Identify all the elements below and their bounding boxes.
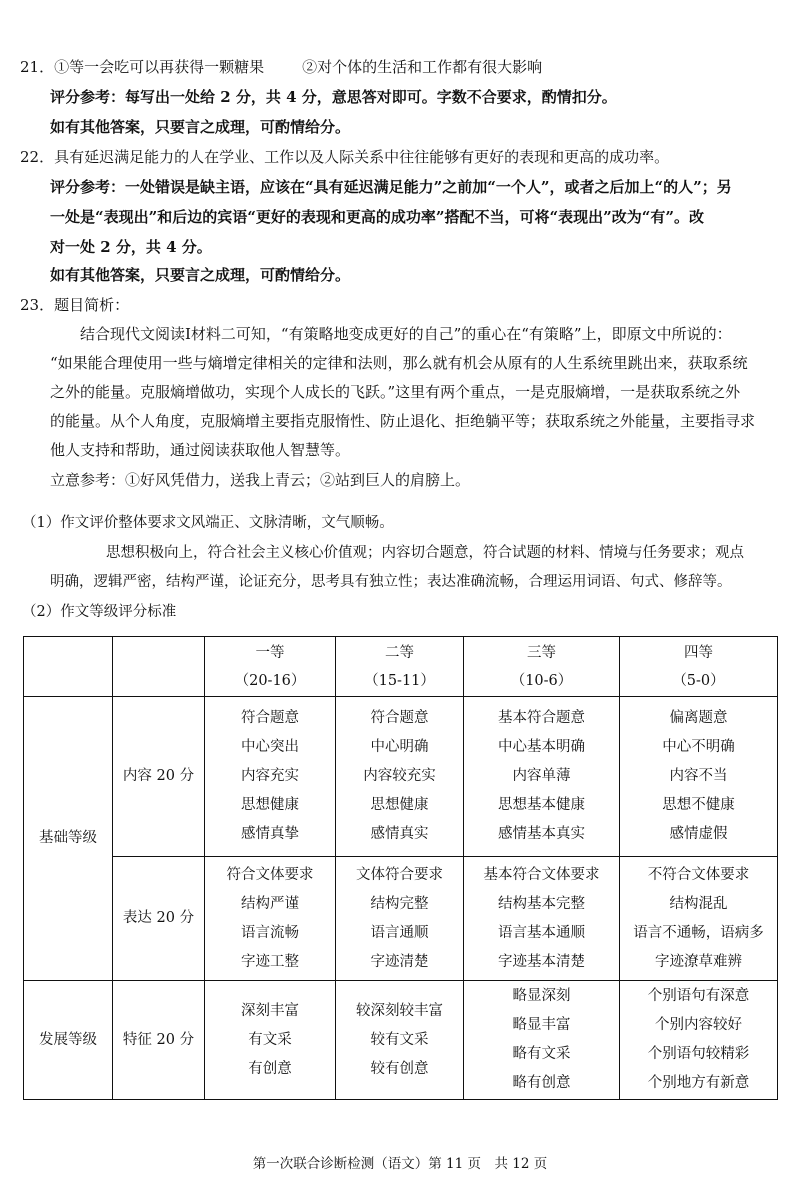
q21-answer-2: ②对个体的生活和工作都有很大影响 (302, 58, 543, 76)
expression-grade-1: 符合文体要求 结构严谨 语言流畅 字迹工整 (205, 857, 336, 981)
q21-answer-line (20, 57, 542, 77)
q21-number: 21． (20, 58, 55, 76)
table-row (24, 697, 778, 857)
q22-other-answers: 如有其他答案，只要言之成理，可酌情给分。 (50, 266, 351, 284)
feature-grade-2: 较深刻较丰富 较有文采 较有创意 (336, 981, 464, 1100)
essay-standard-title: （2）作文等级评分标准 (22, 604, 177, 620)
content-grade-4: 偏离题意 中心不明确 内容不当 思想不健康 感情虚假 (620, 697, 778, 857)
essay-requirement-line-2: 明确，逻辑严密，结构严谨，论证充分，思考具有独立性；表达准确流畅，合理运用词语、句式、修辞等。 (50, 574, 732, 590)
content-grade-1: 符合题意 中心突出 内容充实 思想健康 感情真挚 (205, 697, 336, 857)
feature-grade-4: 个别语句有深意 个别内容较好 个别语句较精彩 个别地方有新意 (620, 981, 778, 1100)
content-grade-3: 基本符合题意 中心基本明确 内容单薄 思想基本健康 感情基本真实 (464, 697, 620, 857)
expression-grade-2: 文体符合要求 结构完整 语言通顺 字迹清楚 (336, 857, 464, 981)
q23-analysis-line-2: “如果能合理使用一些与熵增定律相关的定律和法则，那么就有机会从原有的人生系统里跳出来，获取系统 (50, 354, 748, 372)
q23-analysis-line-1: 结合现代文阅读Ⅰ材料二可知，“有策略地变成更好的自己”的重心在“有策略”上，即原文中所说的： (80, 325, 732, 343)
q22-scoring-ref-line-3: 对一处 2 分，共 4 分。 (50, 238, 212, 256)
essay-grading-table (23, 636, 778, 1100)
q21-scoring-ref: 评分参考：每写出一处给 2 分，共 4 分，意思答对即可。字数不合要求，酌情扣分。 (50, 88, 617, 106)
q22-number: 22． (20, 148, 55, 166)
row-item-expression: 表达 20 分 (113, 857, 205, 981)
q23-analysis-line-4: 的能量。从个人角度，克服熵增主要指克服惰性、防止退化、拒绝躺平等；获取系统之外能量，主要指寻求 (50, 412, 756, 430)
essay-requirement-title: （1）作文评价整体要求文风端正、文脉清晰，文气顺畅。 (22, 515, 394, 531)
row-item-feature: 特征 20 分 (113, 981, 205, 1100)
grade-header-3: 三等 （10-6） (464, 637, 620, 697)
q23-number: 23． (20, 296, 55, 314)
development-level-label: 发展等级 (24, 981, 113, 1100)
expression-grade-3: 基本符合文体要求 结构基本完整 语言基本通顺 字迹基本清楚 (464, 857, 620, 981)
q21-answer-1: ①等一会吃可以再获得一颗糖果 (54, 58, 265, 76)
page-footer: 第一次联合诊断检测（语文）第 11 页 共 12 页 (252, 1156, 548, 1172)
grade-header-1: 一等 （20-16） (205, 637, 336, 697)
q23-analysis-line-5: 他人支持和帮助，通过阅读获取他人智慧等。 (50, 441, 351, 459)
q22-answer-line (20, 147, 669, 167)
q22-scoring-ref-line-2: 一处是“表现出”和后边的宾语“更好的表现和更高的成功率”搭配不当，可将“表现出”改为“有”。改 (50, 208, 705, 226)
q22-scoring-ref-line-1: 评分参考：一处错误是缺主语，应该在“具有延迟满足能力”之前加“一个人”，或者之后加上“的人”；另 (50, 178, 732, 196)
table-row (24, 857, 778, 981)
q22-answer: 具有延迟满足能力的人在学业、工作以及人际关系中往往能够有更好的表现和更高的成功率。 (54, 148, 670, 166)
q23-idea-ref: 立意参考：①好风凭借力，送我上青云；②站到巨人的肩膀上。 (50, 471, 471, 489)
essay-requirement-line-1: 思想积极向上，符合社会主义核心价值观；内容切合题意，符合试题的材料、情境与任务要求；观点 (106, 545, 744, 561)
q21-other-answers: 如有其他答案，只要言之成理，可酌情给分。 (50, 118, 351, 136)
header-empty-cell-2 (113, 637, 205, 697)
row-item-content: 内容 20 分 (113, 697, 205, 857)
grade-header-2: 二等 （15-11） (336, 637, 464, 697)
q23-analysis-line-3: 之外的能量。克服熵增做功，实现个人成长的飞跃。”这里有两个重点，一是克服熵增，一是获取系统之外 (50, 383, 741, 401)
basic-level-label: 基础等级 (24, 697, 113, 981)
feature-grade-3: 略显深刻 略显丰富 略有文采 略有创意 (464, 981, 620, 1100)
table-header-row (24, 637, 778, 697)
expression-grade-4: 不符合文体要求 结构混乱 语言不通畅，语病多 字迹潦草难辨 (620, 857, 778, 981)
table-row (24, 981, 778, 1100)
header-empty-cell-1 (24, 637, 113, 697)
content-grade-2: 符合题意 中心明确 内容较充实 思想健康 感情真实 (336, 697, 464, 857)
q23-title: 题目简析： (54, 296, 130, 314)
q23-title-line (20, 295, 129, 315)
grade-header-4: 四等 （5-0） (620, 637, 778, 697)
feature-grade-1: 深刻丰富 有文采 有创意 (205, 981, 336, 1100)
